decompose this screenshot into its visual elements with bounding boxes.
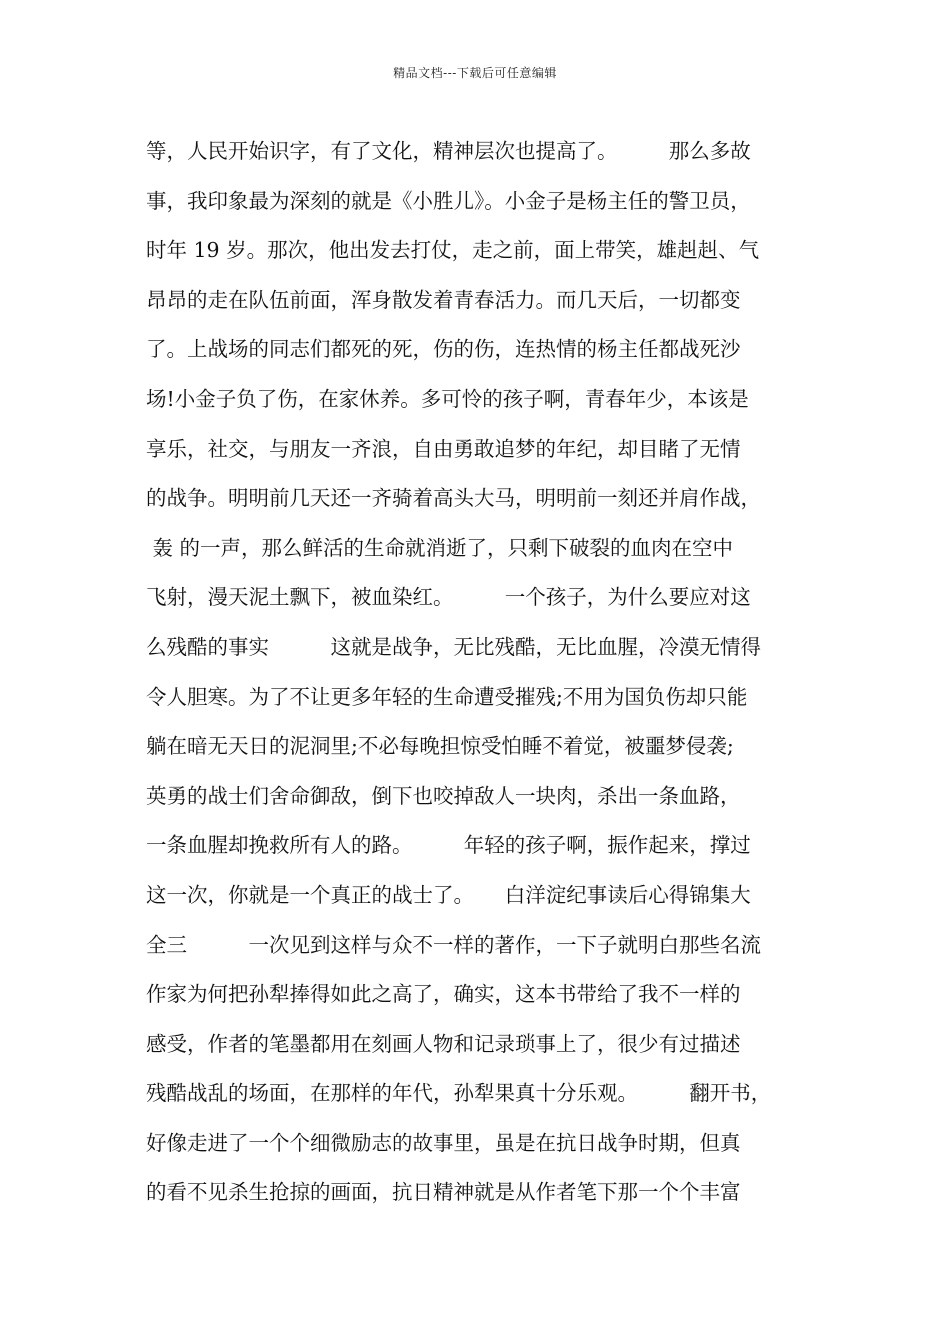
text-line: 事，我印象最为深刻的就是《小胜儿》。小金子是杨主任的警卫员，	[146, 188, 751, 213]
text-line: 昂昂的走在队伍前面，浑身散发着青春活力。而几天后，一切都变	[146, 287, 741, 312]
text-line: 轰 的一声，那么鲜活的生命就消逝了，只剩下破裂的血肉在空中	[146, 535, 734, 560]
text-line: 令人胆寒。为了不让更多年轻的生命遭受摧残;不用为国负伤却只能	[146, 684, 748, 709]
text-line: 的看不见杀生抢掠的画面，抗日精神就是从作者笔下那一个个丰富	[146, 1180, 741, 1205]
text-line: 躺在暗无天日的泥洞里;不必每晚担惊受怕睡不着觉，被噩梦侵袭;	[146, 734, 734, 759]
text-line: 残酷战乱的场面，在那样的年代，孙犁果真十分乐观。 翻开书，	[146, 1081, 772, 1106]
text-line: 等，人民开始识字，有了文化，精神层次也提高了。 那么多故	[146, 139, 751, 163]
text-line: 全三 一次见到这样与众不一样的著作，一下子就明白那些名流	[146, 932, 761, 957]
text-line: 这一次，你就是一个真正的战士了。 白洋淀纪事读后心得锦集大	[146, 882, 751, 907]
text-line: 好像走进了一个个细微励志的故事里，虽是在抗日战争时期，但真	[146, 1130, 741, 1155]
text-line: 了。上战场的同志们都死的死，伤的伤，连热情的杨主任都战死沙	[146, 337, 741, 362]
text-line: 时年 19 岁。那次，他出发去打仗，走之前，面上带笑，雄赳赳、气	[146, 238, 760, 263]
text-line: 场!小金子负了伤，在家休养。多可怜的孩子啊，青春年少，本该是	[146, 386, 749, 411]
text-line: 享乐，社交，与朋友一齐浪，自由勇敢追梦的年纪，却目睹了无情	[146, 436, 741, 461]
text-line: 英勇的战士们舍命御敌，倒下也咬掉敌人一块肉，杀出一条血路，	[146, 783, 741, 808]
page-header: 精品文档---下载后可任意编辑	[393, 66, 557, 80]
text-line: 感受，作者的笔墨都用在刻画人物和记录琐事上了，很少有过描述	[146, 1031, 741, 1056]
text-line: 一条血腥却挽救所有人的路。 年轻的孩子啊，振作起来，撑过	[146, 833, 751, 858]
text-line: 么残酷的事实 这就是战争，无比残酷，无比血腥，冷漠无情得	[146, 634, 761, 659]
text-line: 飞射，漫天泥土飘下，被血染红。 一个孩子，为什么要应对这	[146, 585, 751, 610]
text-line: 作家为何把孙犁捧得如此之高了，确实，这本书带给了我不一样的	[146, 982, 741, 1007]
body-text	[146, 131, 822, 1222]
text-line: 的战争。明明前几天还一齐骑着高头大马，明明前一刻还并肩作战，	[146, 486, 761, 511]
